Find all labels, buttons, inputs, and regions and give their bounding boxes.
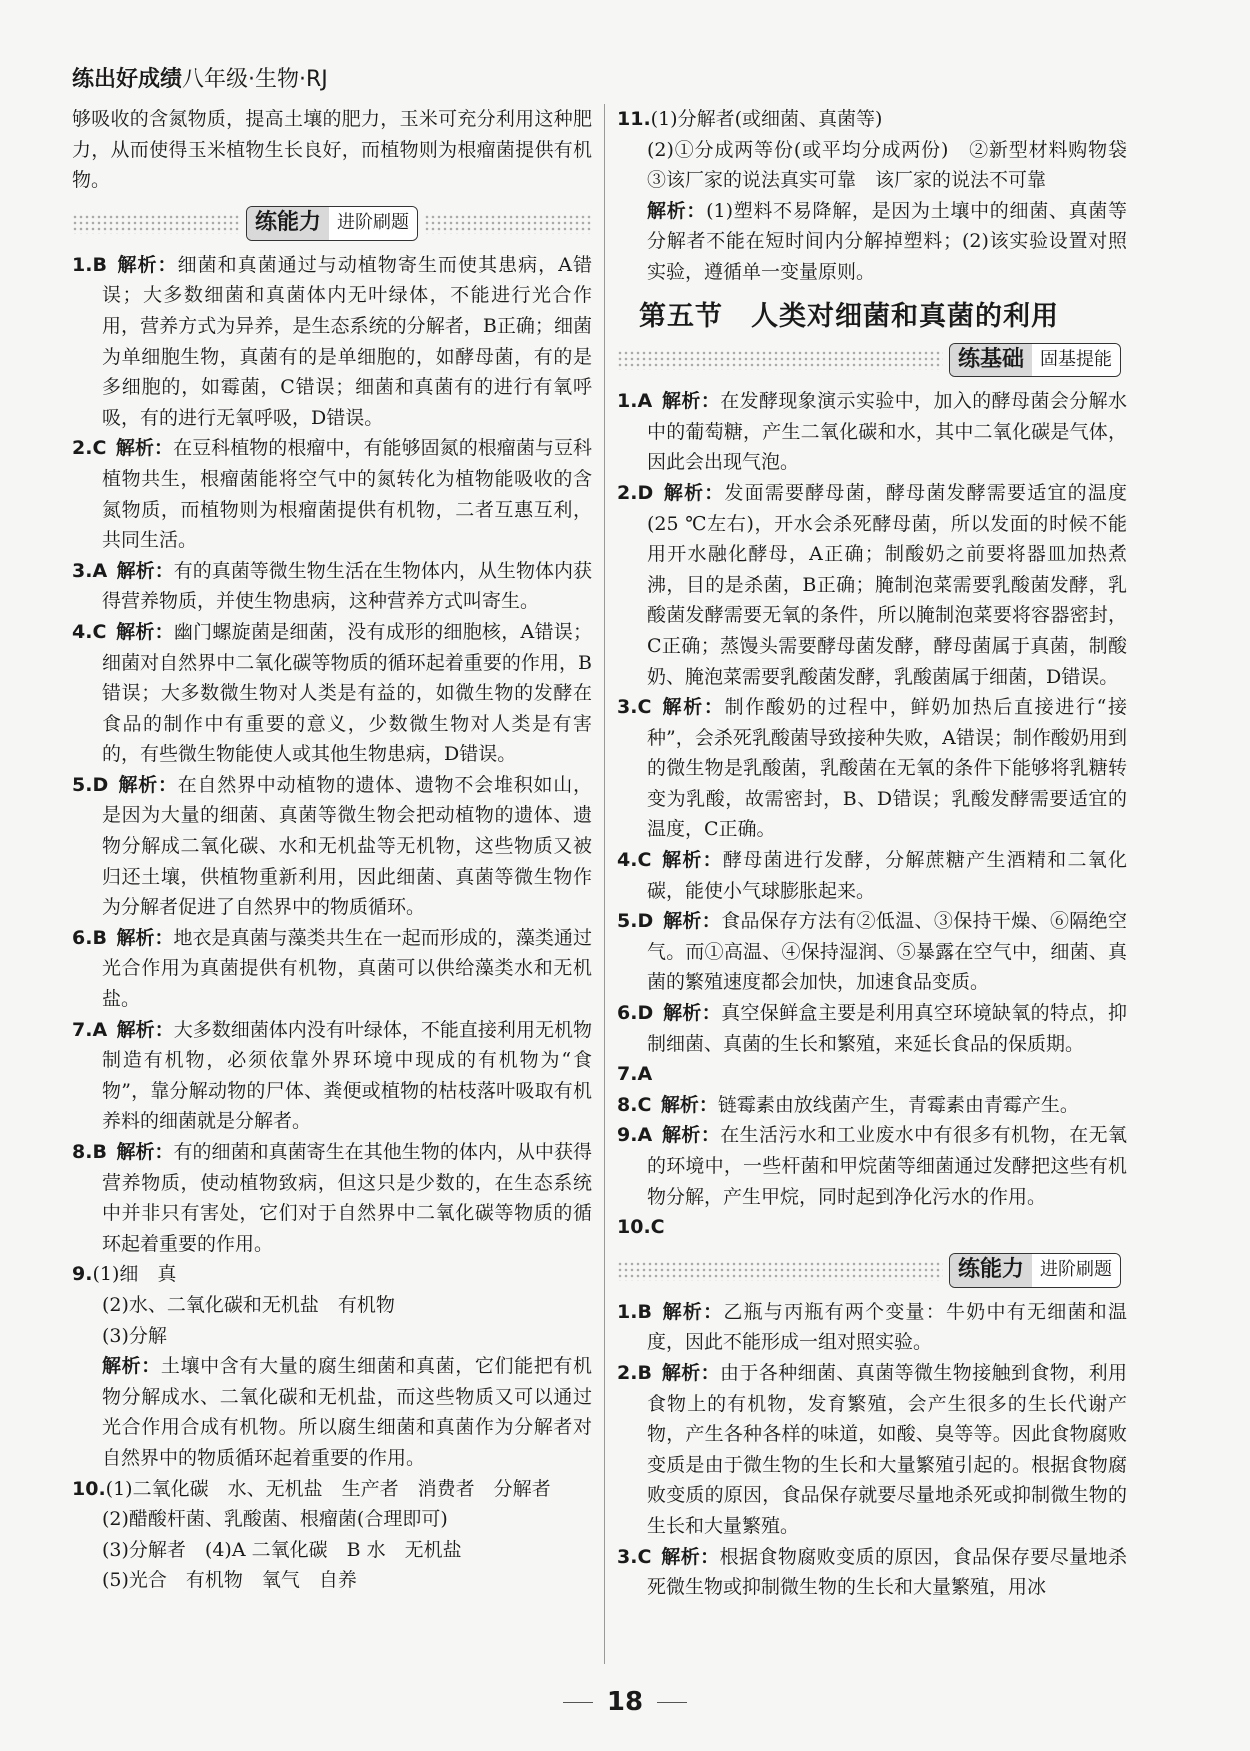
answer-num: 5.D [72,773,109,796]
banner-main: 练能力 [247,207,329,240]
answer-item [617,386,1127,478]
answer-item [617,906,1127,998]
answer-item [72,250,592,434]
answer-item [617,1059,1127,1090]
analysis-text: 由于各种细菌、真菌等微生物接触到食物，利用食物上的有机物，发育繁殖，会产生很多的生长代谢产物，产生各种各样的味道，如酸、臭等等。因此食物腐败变质是由于微生物的生长和大量繁殖引起的。根据食物腐败变质的原因，食品保存就要尽量地杀死或抑制微生物的生长和大量繁殖。 [647,1361,1127,1537]
answer-item [617,1358,1127,1542]
analysis-label: 解析： [661,1300,724,1323]
q9-answer-2: (2)水、二氧化碳和无机盐 有机物 [102,1293,395,1316]
analysis-text: 食品保存方法有②低温、③保持干燥、⑥隔绝空气。而①高温、④保持湿润、⑤暴露在空气中，细菌、真菌的繁殖速度都会加快，加速食品变质。 [647,910,1127,994]
analysis-label: 解析： [662,1002,722,1025]
analysis-text: 链霉素由放线菌产生，青霉素由青霉产生。 [717,1093,1079,1116]
answer-num: 7.A [617,1063,653,1086]
analysis-text: 发面需要酵母菌，酵母菌发酵需要适宜的温度(25 ℃左右)，开水会杀死酵母菌，所以发面的时候不能用开水融化酵母，A正确；制酸奶之前要将器皿加热煮沸，目的是杀菌，B正确；腌制泡菜需要乳酸菌发酵，乳酸菌发酵需要无氧的条件，所以腌制泡菜要将容器密封，C正确；蒸馒头需要酵母菌发酵，酵母菌属于真菌，制酸奶、腌泡菜需要乳酸菌发酵，乳酸菌属于细菌，D错误。 [647,481,1127,688]
answer-num: 9.A [617,1124,653,1147]
analysis-label: 解析： [117,773,178,796]
analysis-text: 有的细菌和真菌寄生在其他生物的体内，从中获得营养物质，使动植物致病，但这只是少数的，在生态系统中并非只有害处，它们对于自然界中二氧化碳等物质的循环起着重要的作用。 [102,1141,592,1255]
answer-num: 1.B [617,1300,652,1323]
answer-item [617,1090,1127,1121]
analysis-text: 大多数细菌体内没有叶绿体，不能直接利用无机物制造有机物，必须依靠外界环境中现成的有机物为“食物”，靠分解动物的尸体、粪便或植物的枯枝落叶吸取有机养料的细菌就是分解者。 [102,1018,592,1133]
page-number-value: 18 [606,1687,644,1717]
analysis-label: 解析： [116,926,174,949]
answer-item [617,998,1127,1059]
analysis-label: 解析： [102,1355,161,1378]
q10-answer-1: (1)二氧化碳 水、无机盐 生产者 消费者 分解者 [105,1477,551,1500]
analysis-label: 解析： [115,437,174,460]
section-banner-nengli-2 [617,1253,1127,1289]
analysis-text: 在豆科植物的根瘤中，有能够固氮的根瘤菌与豆科植物共生，根瘤菌能将空气中的氮转化为植物能吸收的含氮物质，而植物则为根瘤菌提供有机物，二者互惠互利，共同生活。 [102,437,592,552]
banner-tag: 进阶刷题 [329,207,417,240]
analysis-label: 解析： [660,696,725,719]
banner-tag: 进阶刷题 [1032,1254,1120,1287]
q9-analysis-text: 土壤中含有大量的腐生细菌和真菌，它们能把有机物分解成水、二氧化碳和无机盐，而这些物质又可以通过光合作用合成有机物。所以腐生细菌和真菌作为分解者对自然界中的物质循环起着重要的作用。 [102,1355,592,1469]
q10-answer-4: (5)光合 有机物 氧气 自养 [102,1569,357,1592]
analysis-text: 制作酸奶的过程中，鲜奶加热后直接进行“接种”，会杀死乳酸菌导致接种失败，A错误；制作酸奶用到的微生物是乳酸菌，乳酸菌在无氧的条件下能够将乳糖转变为乳酸，故需密封，B、D错误；乳酸发酵需要适宜的温度，C正确。 [647,696,1127,841]
analysis-text: 在自然界中动植物的遗体、遗物不会堆积如山，是因为大量的细菌、真菌等微生物会把动植物的遗体、遗物分解成二氧化碳、水和无机盐等无机物，这些物质又被归还土壤，供植物重新利用，因此细菌、真菌等微生物作为分解者促进了自然界中的物质循环。 [102,773,592,919]
q11-num: 11. [617,108,651,130]
analysis-text: 真空保鲜盒主要是利用真空环境缺氧的特点，抑制细菌、真菌的生长和繁殖，来延长食品的保质期。 [647,1002,1127,1055]
q9-num: 9. [72,1263,93,1286]
answer-num: 2.B [617,1361,652,1384]
answer-num: 10.C [617,1216,665,1239]
section-title: 第五节 人类对细菌和真菌的利用 [639,300,1059,332]
q10-num: 10. [72,1477,106,1500]
analysis-text: 根据食物腐败变质的原因，食品保存要尽量地杀死微生物或抑制微生物的生长和大量繁殖，用冰 [647,1545,1127,1599]
q11-answer-2: (2)①分成两等份(或平均分成两份) ②新型材料购物袋 ③该厂家的说法真实可靠 该厂家的说法不可靠 [647,138,1147,192]
answer-item [617,845,1127,906]
answer-num: 7.A [72,1018,108,1041]
answer-item [72,770,592,923]
analysis-label: 解析： [660,1093,718,1116]
answer-num: 6.B [72,926,107,949]
analysis-text: 酵母菌进行发酵，分解蔗糖产生酒精和二氧化碳，能使小气球膨胀起来。 [647,849,1127,902]
q11-answer-1: (1)分解者(或细菌、真菌等) [650,108,883,130]
answer-num: 8.B [72,1141,107,1163]
banner-main: 练能力 [950,1254,1032,1287]
analysis-label: 解析： [661,390,721,413]
dot-pattern [424,214,592,234]
answer-item [617,692,1127,845]
analysis-label: 解析： [661,1361,721,1384]
analysis-label: 解析： [661,1124,721,1147]
analysis-text: 细菌和真菌通过与动植物寄生而使其患病，A错误；大多数细菌和真菌体内无叶绿体，不能进行光合作用，营养方式为异养，是生态系统的分解者，B正确；细菌为单细胞生物，真菌有的是单细胞的，如酵母菌，有的是多细胞的，如霉菌，C错误；细菌和真菌有的进行有氧呼吸，有的进行无氧呼吸，D错误。 [102,253,592,429]
answer-item [617,1212,1127,1243]
book-subtitle: 八年级·生物·RJ [182,67,328,92]
answer-item [72,433,592,555]
answer-item [72,923,592,1015]
book-title: 练出好成绩 [72,67,183,92]
q10-answer-3: (3)分解者 (4)A 二氧化碳 B 水 无机盐 [102,1538,462,1561]
analysis-text: 在发酵现象演示实验中，加入的酵母菌会分解水中的葡萄糖，产生二氧化碳和水，其中二氧化碳是气体，因此会出现气泡。 [647,390,1127,474]
answer-item [72,1137,592,1259]
analysis-label: 解析： [116,1141,174,1163]
answer-num: 8.C [617,1093,652,1116]
banner-tag: 固基提能 [1032,344,1120,377]
analysis-label: 解析： [116,1018,174,1041]
left-column [72,104,592,1596]
answer-num: 6.D [617,1002,654,1025]
answer-num: 2.C [72,437,107,460]
question-11 [617,104,1147,288]
analysis-label: 解析： [662,910,722,933]
analysis-label: 解析： [115,620,174,643]
q9-answer-3: (3)分解 [102,1324,167,1347]
right-column [617,104,1147,1603]
analysis-text: 地衣是真菌与藻类共生在一起而形成的，藻类通过光合作用为真菌提供有机物，真菌可以供给藻类水和无机盐。 [102,926,592,1011]
dot-pattern [617,350,943,370]
dot-pattern [617,1261,943,1281]
answer-num: 4.C [72,620,107,643]
left-answer-list [72,250,592,1260]
q9-line [72,1259,592,1290]
answer-item [617,1120,1127,1212]
q9-answer-1: (1)细 真 [92,1263,177,1286]
answer-item [617,1542,1127,1603]
analysis-label: 解析： [660,1545,720,1568]
answer-num: 1.A [617,390,653,413]
q11-line [617,104,1127,135]
page-header [72,62,328,93]
answer-item [72,1015,592,1137]
answer-num: 5.D [617,910,654,933]
question-10 [72,1474,592,1596]
question-9 [72,1259,592,1473]
banner-main: 练基础 [950,344,1032,377]
analysis-label: 解析： [116,559,174,582]
analysis-label: 解析： [116,253,178,276]
analysis-label: 解析： [647,199,707,222]
column-divider [604,104,605,1664]
answer-item [72,556,592,617]
q10-answer-2: (2)醋酸杆菌、乳酸菌、根瘤菌(合理即可) [102,1508,448,1531]
page-number [0,1687,1250,1717]
answer-num: 4.C [617,849,652,872]
analysis-text: 有的真菌等微生物生活在生物体内，从生物体内获得营养物质，并使生物患病，这种营养方式叫寄生。 [102,559,592,613]
analysis-text: 幽门螺旋菌是细菌，没有成形的细胞核，A错误；细菌对自然界中二氧化碳等物质的循环起着重要的作用，B错误；大多数微生物对人类是有益的，如微生物的发酵在食品的制作中有重要的意义，少数微生物对人类是有害的，有些微生物能使人或其他生物患病，D错误。 [102,620,592,766]
analysis-label: 解析： [662,481,725,504]
banner-box [949,343,1121,378]
answer-num: 3.C [617,1545,652,1568]
q9-analysis [72,1351,592,1473]
answer-num: 2.D [617,481,654,504]
answer-item [617,1297,1127,1358]
section-banner-nengli [72,206,592,242]
right-answer-list-basic [617,386,1127,1243]
q10-line [72,1474,592,1505]
analysis-text: 乙瓶与丙瓶有两个变量：牛奶中有无细菌和温度，因此不能形成一组对照实验。 [647,1300,1127,1354]
answer-item [617,478,1127,692]
section-banner-jichu [617,342,1127,378]
answer-item [72,617,592,770]
q11-analysis [617,196,1127,288]
answer-num: 3.A [72,559,108,582]
analysis-text: 在生活污水和工业废水中有很多有机物，在无氧的环境中，一些杆菌和甲烷菌等细菌通过发酵把这些有机物分解，产生甲烷，同时起到净化污水的作用。 [647,1124,1127,1208]
right-answer-list-advanced [617,1297,1127,1603]
answer-num: 3.C [617,696,652,719]
analysis-label: 解析： [660,849,723,872]
q11-analysis-text: (1)塑料不易降解，是因为土壤中的细菌、真菌等分解者不能在短时间内分解掉塑料；(2)该实验设置对照实验，遵循单一变量原则。 [647,199,1127,283]
banner-box [246,206,418,241]
dot-pattern [72,214,240,234]
banner-box [949,1253,1121,1288]
intro-paragraph: 够吸收的含氮物质，提高土壤的肥力，玉米可充分利用这种肥力，从而使得玉米植物生长良好，而植物则为根瘤菌提供有机物。 [72,108,592,192]
answer-num: 1.B [72,253,107,276]
